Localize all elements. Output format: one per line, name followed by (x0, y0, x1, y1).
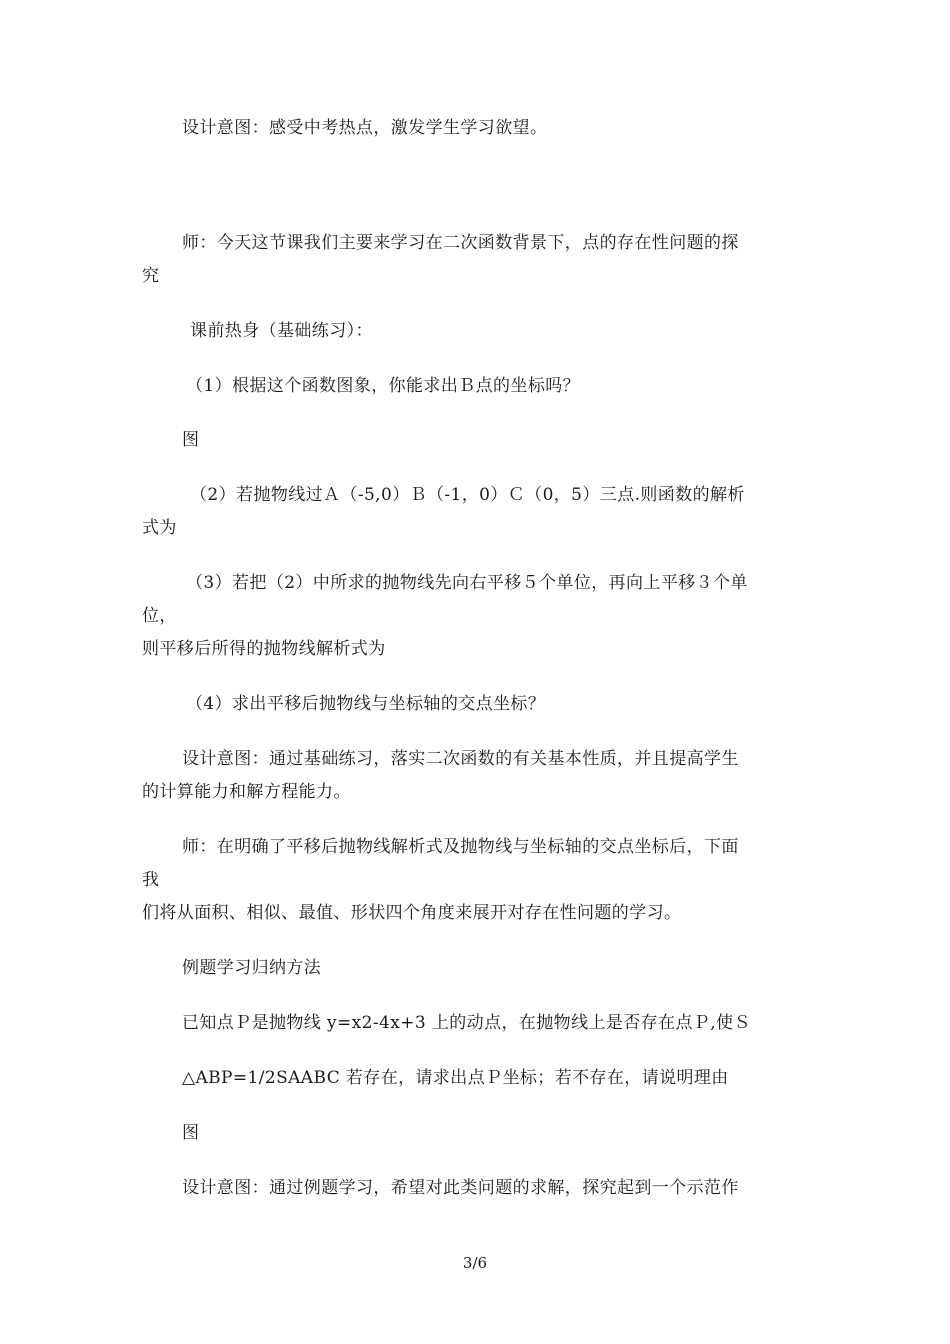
figure-placeholder-1: 图 (182, 430, 200, 450)
page-number: 3/6 (462, 1254, 488, 1272)
design-intent-2-line1: 设计意图：通过基础练习，落实二次函数的有关基本性质，并且提高学生 (182, 749, 739, 769)
teacher-intro-line2: 究 (142, 266, 160, 286)
figure-placeholder-2: 图 (182, 1123, 200, 1143)
example-problem-line1: 已知点Ｐ是抛物线 y=x2-4x+3 上的动点，在抛物线上是否存在点Ｐ,使Ｓ (182, 1013, 751, 1033)
exercise-3-line3: 则平移后所得的抛物线解析式为 (142, 639, 386, 659)
design-intent-3: 设计意图：通过例题学习，希望对此类问题的求解，探究起到一个示范作 (182, 1178, 739, 1198)
exercise-3-line1: （3）若把（2）中所求的抛物线先向右平移５个单位，再向上平移３个单 (186, 573, 748, 593)
exercise-1: （1）根据这个函数图象，你能求出Ｂ点的坐标吗？ (186, 376, 581, 396)
design-intent-2-line2: 的计算能力和解方程能力。 (142, 782, 351, 802)
teacher-transition-line1: 师：在明确了平移后抛物线解析式及抛物线与坐标轴的交点坐标后，下面 (182, 837, 739, 857)
exercise-3-line2: 位， (142, 606, 177, 626)
warmup-heading: 课前热身（基础练习）： (190, 321, 373, 341)
example-problem-line2: △ABP=1/2SAABC 若存在，请求出点Ｐ坐标；若不存在，请说明理由 (182, 1068, 729, 1088)
teacher-intro-line1: 师：今天这节课我们主要来学习在二次函数背景下，点的存在性问题的探 (182, 233, 739, 253)
design-intent-1: 设计意图：感受中考热点，激发学生学习欲望。 (182, 118, 548, 138)
teacher-transition-line3: 们将从面积、相似、最值、形状四个角度来展开对存在性问题的学习。 (142, 903, 682, 923)
example-heading: 例题学习归纳方法 (182, 958, 322, 978)
exercise-2-line2: 式为 (142, 518, 177, 538)
exercise-2-line1: （2）若抛物线过Ａ（-5,0）Ｂ（-1，0）Ｃ（0，5）三点.则函数的解析 (190, 485, 745, 505)
exercise-4: （4）求出平移后抛物线与坐标轴的交点坐标？ (186, 694, 546, 714)
teacher-transition-line2: 我 (142, 870, 160, 890)
